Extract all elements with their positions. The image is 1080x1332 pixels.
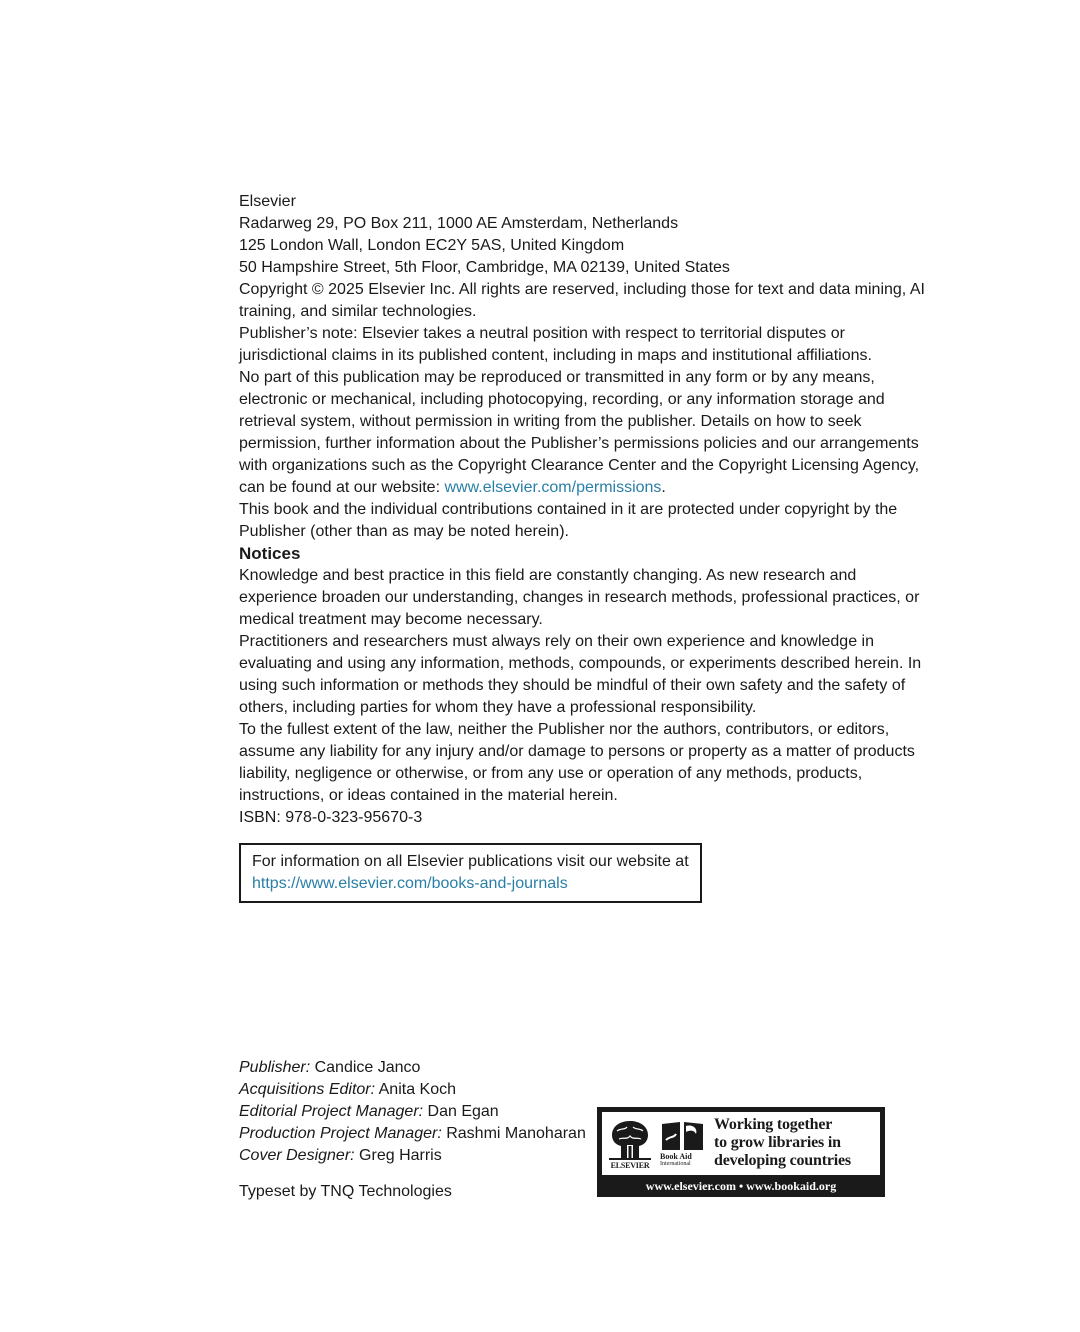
credit-name: Rashmi Manoharan xyxy=(441,1125,586,1142)
book-aid-subtitle: International xyxy=(660,1161,691,1167)
credit-line xyxy=(239,1123,586,1145)
credit-name: Dan Egan xyxy=(423,1103,499,1120)
info-box xyxy=(239,843,702,903)
address-line: 50 Hampshire Street, 5th Floor, Cambridge, MA 02139, United States xyxy=(239,259,730,276)
credit-line xyxy=(239,1057,586,1079)
typeset-credit: Typeset by TNQ Technologies xyxy=(239,1183,452,1200)
credit-line xyxy=(239,1079,586,1101)
credit-name: Candice Janco xyxy=(310,1059,421,1076)
publishers-note: Publisher’s note: Elsevier takes a neutral position with respect to territorial disputes or jurisdictional claims in its published content, including in maps and institutional affiliations. xyxy=(239,325,872,364)
publisher-address xyxy=(239,191,929,279)
slogan-line: developing countries xyxy=(714,1152,851,1169)
credit-role: Acquisitions Editor: xyxy=(239,1081,376,1098)
credit-line xyxy=(239,1101,586,1123)
permissions-end: . xyxy=(661,479,666,496)
book-aid-wordmark xyxy=(660,1153,706,1168)
copyright-notice: Copyright © 2025 Elsevier Inc. All rights are reserved, including those for text and data mining, AI training, and similar technologies. xyxy=(239,281,925,320)
permissions-text: No part of this publication may be reproduced or transmitted in any form or by any means, electronic or mechanical, including photocopying, recording, or any information storage and retrieval system, without permission in writing from the publisher. Details on how to seek permission, further information about the Publisher’s permissions policies and our arrangements with organizations such as the Copyright Clearance Center and the Copyright Licensing Agency, can be found at our website: xyxy=(239,369,920,496)
address-line: 125 London Wall, London EC2Y 5AS, United Kingdom xyxy=(239,237,625,254)
info-box-link[interactable]: https://www.elsevier.com/books-and-journals xyxy=(252,875,568,892)
notice-paragraph: To the fullest extent of the law, neither the Publisher nor the authors, contributors, or editors, assume any liability for any injury and/or damage to persons or property as a matter of products liability, negligence or otherwise, or from any use or operation of any methods, products, instructions, or ideas contained in the material herein. xyxy=(239,721,915,804)
book-aid-icon xyxy=(660,1120,705,1152)
badge-panel xyxy=(602,1112,880,1175)
badge-urls: www.elsevier.com • www.bookaid.org xyxy=(645,1179,837,1193)
permissions-link[interactable]: www.elsevier.com/permissions xyxy=(444,479,662,496)
production-credits xyxy=(239,1057,586,1167)
badge-slogan xyxy=(714,1116,879,1170)
credit-line xyxy=(239,1145,586,1167)
slogan-line: Working together xyxy=(714,1116,833,1133)
notices-heading: Notices xyxy=(239,544,301,563)
publisher-name: Elsevier xyxy=(239,193,296,210)
protection-notice: This book and the individual contributions contained in it are protected under copyright by the Publisher (other than as may be noted herein). xyxy=(239,501,898,540)
book-aid-badge xyxy=(597,1107,885,1197)
notice-paragraph: Knowledge and best practice in this field are constantly changing. As new research and experience broaden our understanding, changes in research methods, professional practices, or medical treatment may become necessary. xyxy=(239,567,920,628)
permissions-paragraph xyxy=(239,367,929,499)
elsevier-tree-icon xyxy=(607,1115,653,1161)
address-line: Radarweg 29, PO Box 211, 1000 AE Amsterdam, Netherlands xyxy=(239,215,679,232)
isbn: ISBN: 978-0-323-95670-3 xyxy=(239,809,423,826)
credit-role: Editorial Project Manager: xyxy=(239,1103,424,1120)
info-box-text: For information on all Elsevier publications visit our website at xyxy=(252,853,689,870)
credit-name: Anita Koch xyxy=(375,1081,457,1098)
copyright-page xyxy=(239,191,929,903)
notice-paragraph: Practitioners and researchers must always rely on their own experience and knowledge in evaluating and using any information, methods, compounds, or experiments described herein. In using such information or methods they should be mindful of their own safety and the safety of others, including parties for whom they have a professional responsibility. xyxy=(239,633,922,716)
slogan-line: to grow libraries in xyxy=(714,1134,841,1151)
credit-name: Greg Harris xyxy=(354,1147,442,1164)
book-aid-name: Book Aid xyxy=(660,1152,692,1161)
elsevier-wordmark: ELSEVIER xyxy=(610,1161,650,1170)
credit-role: Cover Designer: xyxy=(239,1147,355,1164)
credit-role: Publisher: xyxy=(239,1059,311,1076)
credit-role: Production Project Manager: xyxy=(239,1125,442,1142)
